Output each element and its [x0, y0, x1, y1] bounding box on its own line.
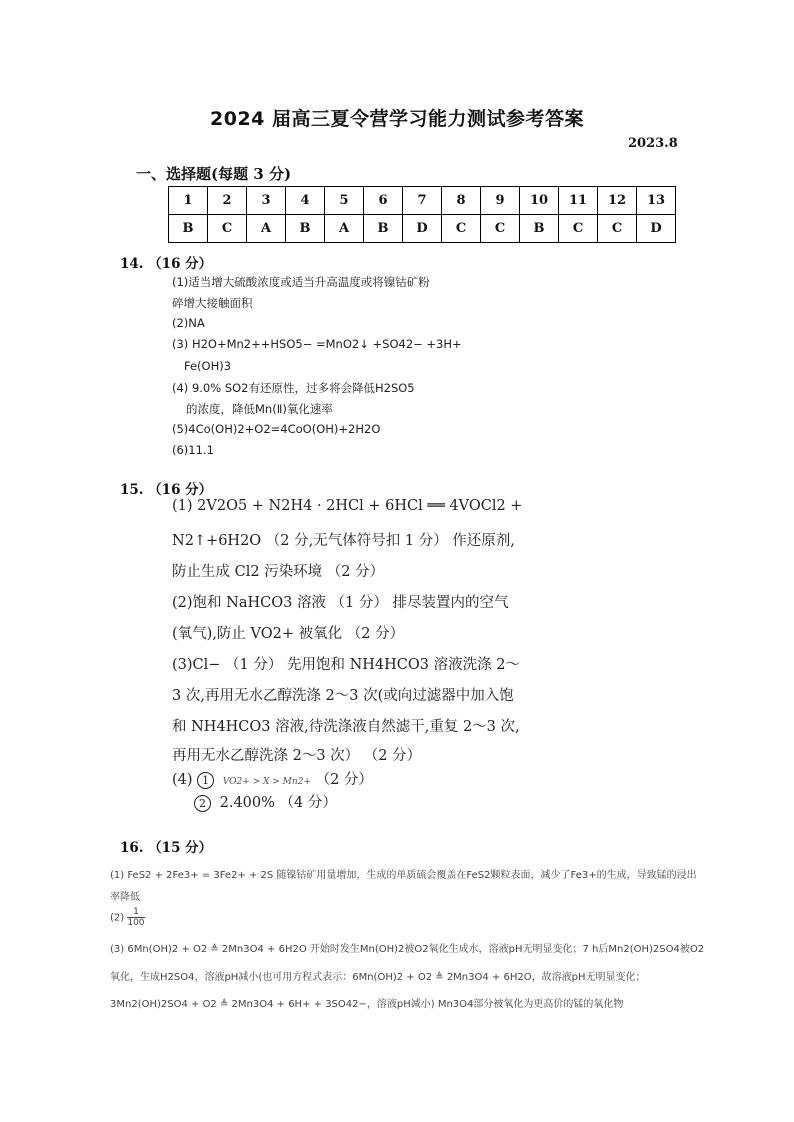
- fraction-denominator: 100: [127, 918, 145, 928]
- answer-cell: D: [403, 215, 442, 243]
- q16-line: (1) FeS2 + 2Fe3+ = 3Fe2+ + 2S 随镍钴矿用量增加，生成的单质硫会覆盖在FeS2颗粒表面，减少了Fe3+的生成，导致锰的浸出: [110, 870, 697, 881]
- question-number-cell: 6: [364, 187, 403, 215]
- answer-cell: C: [442, 215, 481, 243]
- q15-line: 和 NH4HCO3 溶液,待洗涤液自然滤干,重复 2～3 次,: [172, 719, 520, 735]
- q16-line: 率降低: [110, 892, 140, 903]
- q15-line: 防止生成 Cl2 污染环境 （2 分）: [172, 564, 385, 580]
- question-number-cell: 10: [520, 187, 559, 215]
- q15-line: (2)饱和 NaHCO3 溶液 （1 分） 排尽装置内的空气: [172, 595, 509, 611]
- q15-line: (3)Cl− （1 分） 先用饱和 NH4HCO3 溶液洗涤 2～: [172, 657, 520, 673]
- q15-part4-order: VO2+ > X > Mn2+: [222, 777, 311, 787]
- question-number-cell: 7: [403, 187, 442, 215]
- question-number-cell: 12: [598, 187, 637, 215]
- question-number-cell: 1: [169, 187, 208, 215]
- question-number-cell: 5: [325, 187, 364, 215]
- answer-cell: B: [169, 215, 208, 243]
- fraction: [127, 907, 144, 928]
- fraction-numerator: 1: [127, 907, 144, 918]
- answer-cell: D: [637, 215, 676, 243]
- answer-cell: B: [286, 215, 325, 243]
- q14-heading: 14. （16 分）: [120, 256, 213, 272]
- answer-cell: B: [520, 215, 559, 243]
- q16-heading: 16. （15 分）: [120, 840, 213, 856]
- question-number-cell: 3: [247, 187, 286, 215]
- q14-line: (5)4Co(OH)2+O2=4CoO(OH)+2H2O: [172, 422, 381, 436]
- question-number-cell: 13: [637, 187, 676, 215]
- page-title: 2024 届高三夏令营学习能力测试参考答案: [210, 108, 584, 130]
- answer-cell: A: [325, 215, 364, 243]
- q15-part4-score: （2 分）: [315, 772, 373, 788]
- answer-cell: A: [247, 215, 286, 243]
- question-number-cell: 9: [481, 187, 520, 215]
- q15-part4-sub2-text: 2.400% （4 分）: [219, 795, 337, 811]
- q16-line-fraction: [110, 907, 145, 928]
- question-number-cell: 8: [442, 187, 481, 215]
- q15-line: 再用无水乙醇洗涤 2～3 次） （2 分）: [172, 748, 422, 764]
- answer-cell: C: [208, 215, 247, 243]
- circled-1-icon: 1: [197, 772, 214, 789]
- q15-line: (氧气),防止 VO2+ 被氧化 （2 分）: [172, 626, 405, 642]
- q15-line: 3 次,再用无水乙醇洗涤 2～3 次(或向过滤器中加入饱: [172, 688, 514, 704]
- circled-2-icon: 2: [194, 795, 211, 812]
- answer-cell: C: [559, 215, 598, 243]
- q16-line: 3Mn2(OH)2SO4 + O2 ≜ 2Mn3O4 + 6H+ + 3SO42−，溶液pH减小) Mn3O4部分被氧化为更高价的锰的氧化物: [110, 999, 624, 1010]
- q15-heading: 15. （16 分）: [120, 482, 213, 498]
- date: 2023.8: [628, 136, 678, 151]
- q15-part4-label: (4): [172, 772, 193, 788]
- q14-line: (2)NA: [172, 316, 205, 330]
- q15-line: N2↑+6H2O （2 分,无气体符号扣 1 分） 作还原剂,: [172, 533, 515, 549]
- q16-line: (3) 6Mn(OH)2 + O2 ≜ 2Mn3O4 + 6H2O 开始时发生Mn(OH)2被O2氧化生成水，溶液pH无明显变化；7 h后Mn2(OH)2SO4被O2: [110, 944, 705, 955]
- q14-line: 碎增大接触面积: [172, 296, 253, 310]
- section-heading-multiple-choice: 一、选择题(每题 3 分): [136, 165, 292, 183]
- answer-cell: B: [364, 215, 403, 243]
- q14-line: 的浓度，降低Mn(Ⅱ)氧化速率: [186, 402, 333, 416]
- answer-cell: C: [481, 215, 520, 243]
- question-number-cell: 2: [208, 187, 247, 215]
- answer-row: [169, 215, 676, 243]
- question-number-cell: 11: [559, 187, 598, 215]
- answer-table: [168, 186, 676, 243]
- q16-part2-label: (2): [110, 912, 125, 924]
- answer-cell: C: [598, 215, 637, 243]
- question-number-cell: 4: [286, 187, 325, 215]
- question-number-row: [169, 187, 676, 215]
- q14-line: Fe(OH)3: [184, 359, 232, 373]
- q15-part4: [172, 768, 373, 789]
- q14-line: (1)适当增大硫酸浓度或适当升高温度或将镍钴矿粉: [172, 275, 430, 289]
- q14-line: (4) 9.0% SO2有还原性，过多将会降低H2SO5: [172, 381, 415, 395]
- q15-line: (1) 2V2O5 + N2H4 · 2HCl + 6HCl ══ 4VOCl2 +: [172, 498, 523, 514]
- q14-line: (3) H2O+Mn2++HSO5− =MnO2↓ +SO42− +3H+: [172, 337, 462, 351]
- q16-line: 氧化，生成H2SO4，溶液pH减小(也可用方程式表示：6Mn(OH)2 + O2 ≜ 2Mn3O4 + 6H2O，故溶液pH无明显变化；: [110, 972, 646, 983]
- q14-line: (6)11.1: [172, 443, 214, 457]
- q15-part4-sub2: [194, 791, 337, 812]
